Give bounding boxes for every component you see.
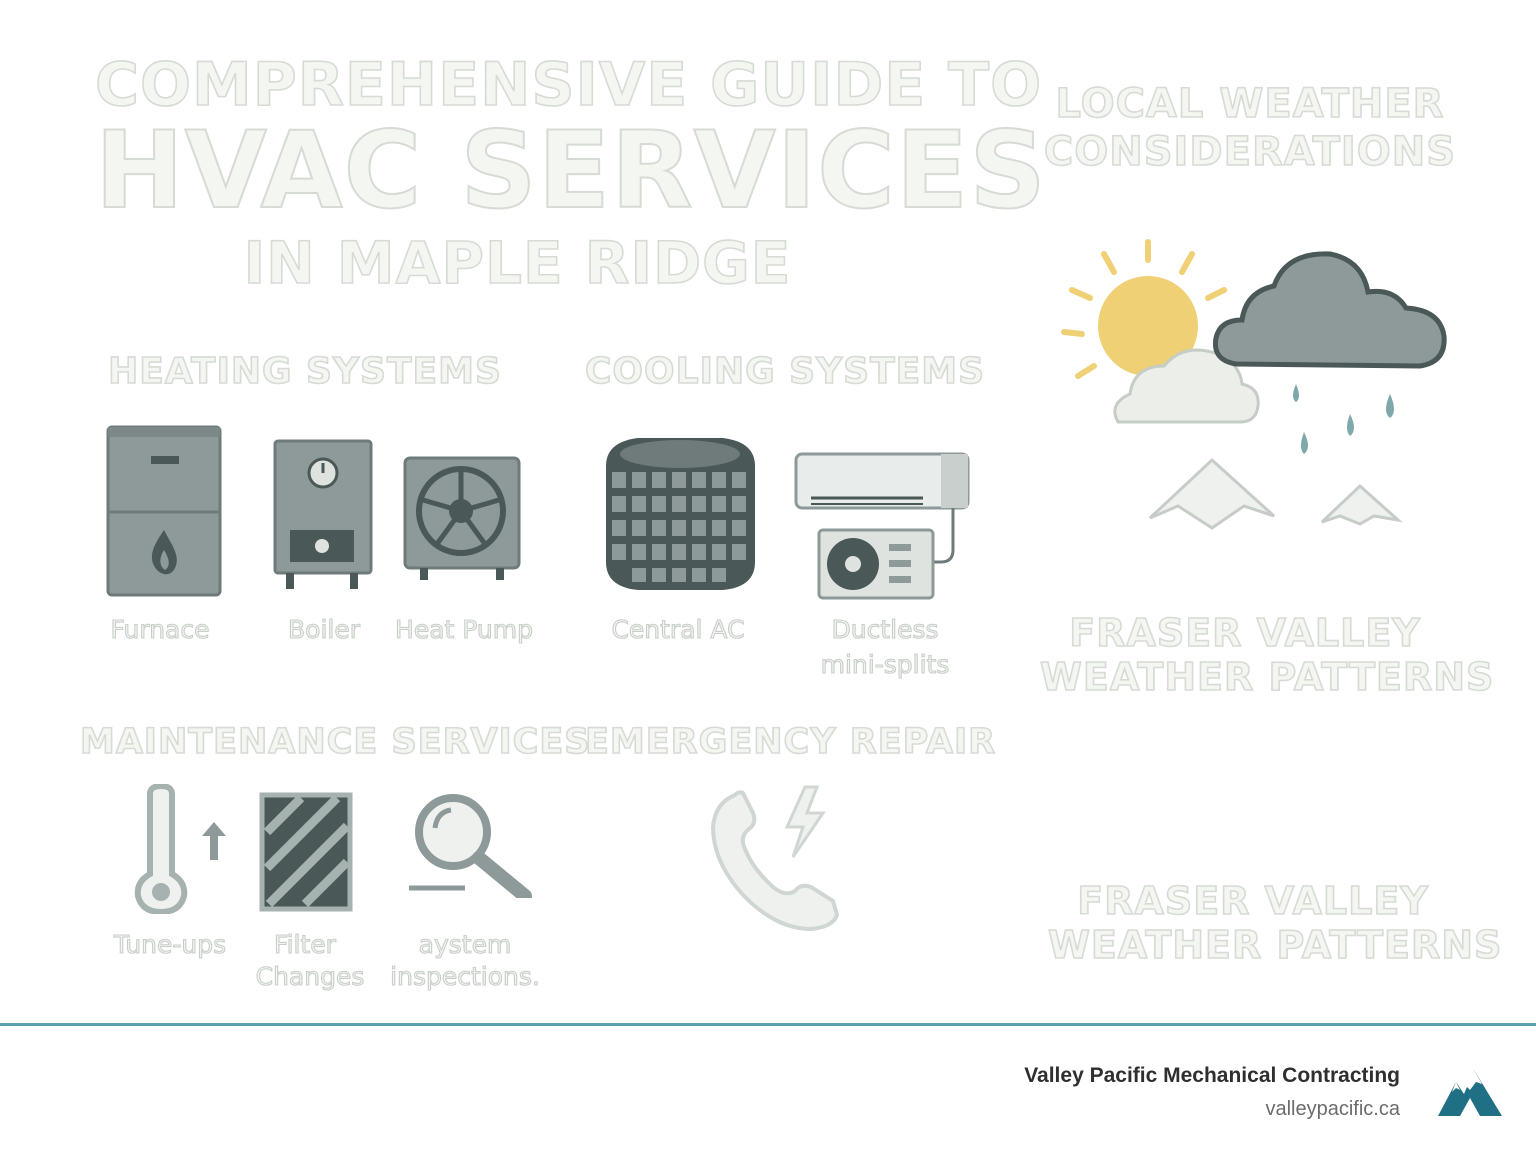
heat-pump-icon: [402, 455, 524, 583]
boiler-label: Boiler: [288, 615, 360, 644]
weather-heading-line-1: LOCAL WEATHER: [1055, 81, 1445, 127]
thermometer-icon: [128, 784, 238, 914]
mountain-logo-icon: [1436, 1062, 1504, 1120]
magnifier-icon: [407, 788, 532, 898]
footer-company-name: Valley Pacific Mechanical Contracting: [1024, 1064, 1400, 1087]
cooling-heading: COOLING SYSTEMS: [585, 351, 985, 392]
aystem-label: aystem: [418, 930, 512, 959]
weather-patterns-1-line-2: WEATHER PATTERNS: [1040, 655, 1495, 699]
mini-split-icon: [793, 450, 973, 602]
footer-url[interactable]: valleypacific.ca: [1265, 1098, 1400, 1120]
heat-pump-label: Heat Pump: [395, 615, 533, 644]
filter-icon: [259, 792, 355, 914]
furnace-label: Furnace: [110, 615, 210, 644]
weather-patterns-1-line-1: FRASER VALLEY: [1069, 611, 1421, 655]
inspections-label: inspections.: [390, 962, 540, 991]
central-ac-icon: [598, 432, 763, 594]
heating-heading: HEATING SYSTEMS: [108, 351, 502, 392]
title-line-3: IN MAPLE RIDGE: [243, 229, 792, 297]
changes-label: Changes: [255, 962, 365, 991]
footer-divider: [0, 1023, 1536, 1026]
weather-patterns-2-line-1: FRASER VALLEY: [1077, 879, 1429, 923]
title-line-2: HVAC SERVICES: [95, 109, 1047, 232]
furnace-icon: [105, 424, 225, 599]
mini-splits-label: mini-splits: [820, 650, 950, 679]
emergency-heading: EMERGENCY REPAIR: [585, 722, 997, 762]
filter-label: Filter: [274, 930, 336, 959]
title-line-1: COMPREHENSIVE GUIDE TO: [95, 50, 1043, 120]
boiler-icon: [272, 438, 376, 593]
maintenance-heading: MAINTENANCE SERVICES: [80, 722, 591, 762]
phone-lightning-icon: [705, 783, 845, 933]
weather-heading-line-2: CONSIDERATIONS: [1043, 129, 1457, 175]
weather-patterns-2-line-2: WEATHER PATTERNS: [1048, 923, 1503, 967]
weather-icon: [1060, 238, 1460, 538]
central-ac-label: Central AC: [611, 615, 745, 644]
tune-ups-label: Tune-ups: [113, 930, 227, 959]
ductless-label: Ductless: [831, 615, 939, 644]
